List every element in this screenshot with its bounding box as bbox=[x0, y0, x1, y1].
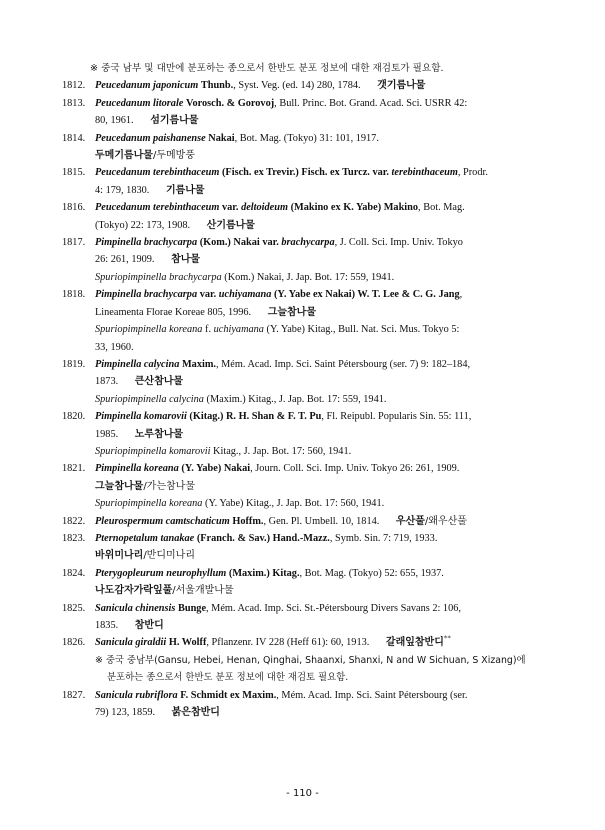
entry-1816 bbox=[62, 199, 556, 234]
synonym-reference: (Maxim.) Kitag., J. Jap. Bot. 17: 559, 1941. bbox=[206, 393, 387, 405]
reference: , Mém. Acad. Imp. Sci. Saint Pétersbourg (ser. 7) 9: 182–184, bbox=[215, 358, 471, 370]
top-note: ※ 중국 남부 및 대만에 분포하는 종으로서 한반도 분포 정보에 대한 재검토가 필요함. bbox=[90, 63, 444, 74]
reference: , Pflanzenr. IV 228 (Heff 61): 60, 1913. bbox=[206, 637, 370, 649]
reference: , Bot. Mag. bbox=[418, 202, 465, 214]
entry-1819 bbox=[62, 356, 556, 408]
entry-number: 1819. bbox=[62, 358, 86, 370]
entry-number: 1824. bbox=[62, 567, 86, 579]
author: (Makino ex K. Yabe) Makino bbox=[290, 202, 419, 214]
entry-1824 bbox=[62, 565, 556, 600]
reference-cont: 26: 261, 1909. bbox=[95, 254, 155, 266]
author: Thunb. bbox=[200, 80, 234, 92]
synonym-reference: (Y. Yabe) Kitag., Bull. Nat. Sci. Mus. Tokyo 5: bbox=[266, 324, 460, 336]
reference: , Mém. Acad. Imp. Sci. St.-Pétersbourg Divers Savans 2: 106, bbox=[206, 602, 461, 614]
variety-name: deltoideum bbox=[241, 202, 288, 214]
korean-name: 붉은참반디 bbox=[171, 707, 220, 719]
synonym-name: Spuriopimpinella calycina bbox=[95, 393, 204, 405]
entry-1825 bbox=[62, 600, 556, 635]
entry-number: 1822. bbox=[62, 515, 86, 527]
entry-1818 bbox=[62, 286, 556, 356]
author: H. Wolff bbox=[168, 637, 207, 649]
synonym-name: Spuriopimpinella brachycarpa bbox=[95, 271, 222, 283]
author: Nakai bbox=[208, 132, 235, 144]
author: (Y. Yabe) Nakai bbox=[181, 463, 251, 475]
entry-1812 bbox=[62, 77, 556, 94]
author: Vorosch. & Gorovoj bbox=[185, 97, 275, 109]
alt-korean-name: /두메방풍 bbox=[152, 150, 195, 162]
reference: , Bull. Princ. Bot. Grand. Acad. Sci. USRR 42: bbox=[274, 97, 468, 109]
species-name: Pimpinella calycina bbox=[95, 358, 180, 370]
reference-cont: 1873. bbox=[95, 376, 119, 388]
reference: , Bot. Mag. (Tokyo) 31: 101, 1917. bbox=[234, 132, 379, 144]
entry-1827 bbox=[62, 687, 556, 722]
reference: , J. Coll. Sci. Imp. Univ. Tokyo bbox=[334, 237, 463, 249]
variety-name: uchiyamana bbox=[218, 289, 272, 301]
author: Maxim. bbox=[181, 358, 216, 370]
korean-name: 기름나물 bbox=[165, 184, 205, 196]
document-content bbox=[62, 60, 556, 721]
entry-1823 bbox=[62, 530, 556, 565]
page-number: - 110 - bbox=[286, 788, 319, 799]
entry-number: 1825. bbox=[62, 602, 86, 614]
synonym-reference: (Kom.) Nakai, J. Jap. Bot. 17: 559, 1941. bbox=[224, 271, 395, 283]
entry-number: 1812. bbox=[62, 80, 86, 92]
entry-number: 1816. bbox=[62, 202, 86, 214]
reference: , Gen. Pl. Umbell. 10, 1814. bbox=[263, 515, 380, 527]
entry-number: 1815. bbox=[62, 167, 86, 179]
entry-number: 1820. bbox=[62, 411, 86, 423]
korean-name: 참나물 bbox=[171, 254, 201, 266]
entry-1813 bbox=[62, 95, 556, 130]
reference-cont: 1835. bbox=[95, 620, 119, 631]
reference-cont: 80, 1961. bbox=[95, 115, 134, 127]
korean-name: 바위미나리 bbox=[95, 550, 144, 562]
variety-name: terebinthaceum bbox=[391, 167, 458, 179]
reference: , bbox=[459, 289, 463, 301]
species-name: Peucedanum japonicum bbox=[95, 80, 199, 92]
synonym-reference: (Y. Yabe) Kitag., J. Jap. Bot. 17: 560, 1941. bbox=[205, 498, 385, 510]
korean-name: 그늘참나물 bbox=[95, 480, 144, 492]
korean-name: 섬기름나물 bbox=[150, 115, 199, 127]
author: F. Schmidt ex Maxim. bbox=[180, 689, 277, 701]
korean-name: 산기름나물 bbox=[206, 219, 255, 231]
species-name: Pternopetalum tanakae bbox=[95, 532, 195, 544]
species-name: Pimpinella brachycarpa bbox=[95, 289, 198, 301]
reference-cont: 79) 123, 1859. bbox=[95, 707, 156, 719]
rank-marker: var. bbox=[199, 289, 217, 301]
species-name: Pleurospermum camtschaticum bbox=[95, 515, 230, 527]
alt-korean-name: /서울개발나물 bbox=[172, 585, 234, 597]
author: (Franch. & Sav.) Hand.-Mazz. bbox=[196, 532, 330, 544]
korean-name: 참반디 bbox=[134, 620, 164, 631]
reference: , Bot. Mag. (Tokyo) 52: 655, 1937. bbox=[299, 567, 444, 579]
distribution-note: ※ 중국 중남부(Gansu, Hebei, Henan, Qinghai, Shaanxi, Shanxi, N and W Sichuan, S Xizang)에 bbox=[95, 654, 526, 666]
synonym-name: Spuriopimpinella komarovii bbox=[95, 445, 211, 457]
author: Hoffm. bbox=[232, 515, 264, 527]
synonym-reference-cont: 33, 1960. bbox=[95, 341, 134, 353]
entry-number: 1823. bbox=[62, 532, 86, 544]
entry-number: 1827. bbox=[62, 689, 86, 701]
author: (Kom.) Nakai var. bbox=[199, 237, 279, 249]
korean-name: 노루참나물 bbox=[134, 428, 184, 440]
reference: , Fl. Reipubl. Popularis Sin. 55: 111, bbox=[321, 411, 472, 423]
synonym-reference: Kitag., J. Jap. Bot. 17: 560, 1941. bbox=[213, 445, 352, 457]
entry-1815 bbox=[62, 164, 556, 199]
synonym-form: uchiyamana bbox=[213, 324, 264, 336]
korean-name: 두메기름나물 bbox=[95, 150, 153, 162]
entry-1814 bbox=[62, 130, 556, 165]
reference-cont: (Tokyo) 22: 173, 1908. bbox=[95, 219, 191, 231]
entry-number: 1814. bbox=[62, 132, 86, 144]
synonym-name: Spuriopimpinella koreana bbox=[95, 324, 203, 336]
entry-number: 1817. bbox=[62, 237, 86, 249]
korean-name: 우산풀 bbox=[395, 515, 425, 527]
korean-name: 갯기름나물 bbox=[377, 80, 426, 92]
author: (Kitag.) R. H. Shan & F. T. Pu bbox=[189, 411, 322, 423]
species-name: Pimpinella komarovii bbox=[95, 411, 187, 423]
reference: , Journ. Coll. Sci. Imp. Univ. Tokyo 26: 261, 1909. bbox=[250, 463, 460, 475]
synonym-name: Spuriopimpinella koreana bbox=[95, 498, 203, 510]
variety-name: brachycarpa bbox=[281, 237, 335, 249]
species-name: Sanicula giraldii bbox=[95, 637, 167, 649]
species-name: Sanicula chinensis bbox=[95, 602, 176, 614]
species-name: Peucedanum terebinthaceum bbox=[95, 202, 220, 214]
alt-korean-name: /왜우산풀 bbox=[424, 515, 467, 527]
korean-name: 갈래잎참반디 bbox=[385, 637, 444, 649]
species-name: Peucedanum terebinthaceum bbox=[95, 167, 220, 179]
reference-cont: Lineamenta Florae Koreae 805, 1996. bbox=[95, 306, 252, 318]
species-name: Pimpinella brachycarpa bbox=[95, 237, 198, 249]
entry-number: 1821. bbox=[62, 463, 86, 475]
reference: , Symb. Sin. 7: 719, 1933. bbox=[329, 532, 438, 544]
entry-1822 bbox=[62, 513, 556, 530]
entry-number: 1813. bbox=[62, 97, 86, 109]
korean-name: 나도감자가락잎풀 bbox=[95, 585, 173, 597]
korean-name: 그늘참나물 bbox=[267, 306, 317, 318]
entry-number: 1826. bbox=[62, 637, 86, 649]
species-name: Pimpinella koreana bbox=[95, 463, 179, 475]
rank-marker: var. bbox=[222, 202, 239, 214]
species-name: Peucedanum paishanense bbox=[95, 132, 206, 144]
entry-1817 bbox=[62, 234, 556, 286]
alt-korean-name: /가는참나물 bbox=[143, 480, 195, 492]
korean-name: 큰산참나물 bbox=[134, 376, 184, 388]
synonym-rank: f. bbox=[205, 324, 212, 336]
species-name: Pterygopleurum neurophyllum bbox=[95, 567, 227, 579]
footnote-marker: ** bbox=[443, 634, 451, 643]
entry-number: 1818. bbox=[62, 289, 86, 301]
author: (Y. Yabe ex Nakai) W. T. Lee & C. G. Jang bbox=[273, 289, 460, 301]
alt-korean-name: /반디미나리 bbox=[143, 550, 195, 562]
species-name: Peucedanum litorale bbox=[95, 97, 184, 109]
reference: , Mém. Acad. Imp. Sci. Saint Pétersbourg (ser. bbox=[276, 689, 468, 701]
reference-cont: 4: 179, 1830. bbox=[95, 184, 150, 196]
distribution-note-cont: 분포하는 종으로서 한반도 분포 정보에 대한 재검토 필요함. bbox=[107, 672, 349, 684]
reference: , Syst. Veg. (ed. 14) 280, 1784. bbox=[233, 80, 361, 92]
species-name: Sanicula rubriflora bbox=[95, 689, 178, 701]
entry-1826 bbox=[62, 634, 556, 686]
entry-1820 bbox=[62, 408, 556, 460]
author: (Maxim.) Kitag. bbox=[228, 567, 300, 579]
author: Bunge bbox=[177, 602, 207, 614]
reference: , Prodr. bbox=[457, 167, 488, 179]
reference-cont: 1985. bbox=[95, 428, 119, 440]
entry-1821 bbox=[62, 460, 556, 512]
author: (Fisch. ex Trevir.) Fisch. ex Turcz. var. bbox=[222, 167, 389, 179]
